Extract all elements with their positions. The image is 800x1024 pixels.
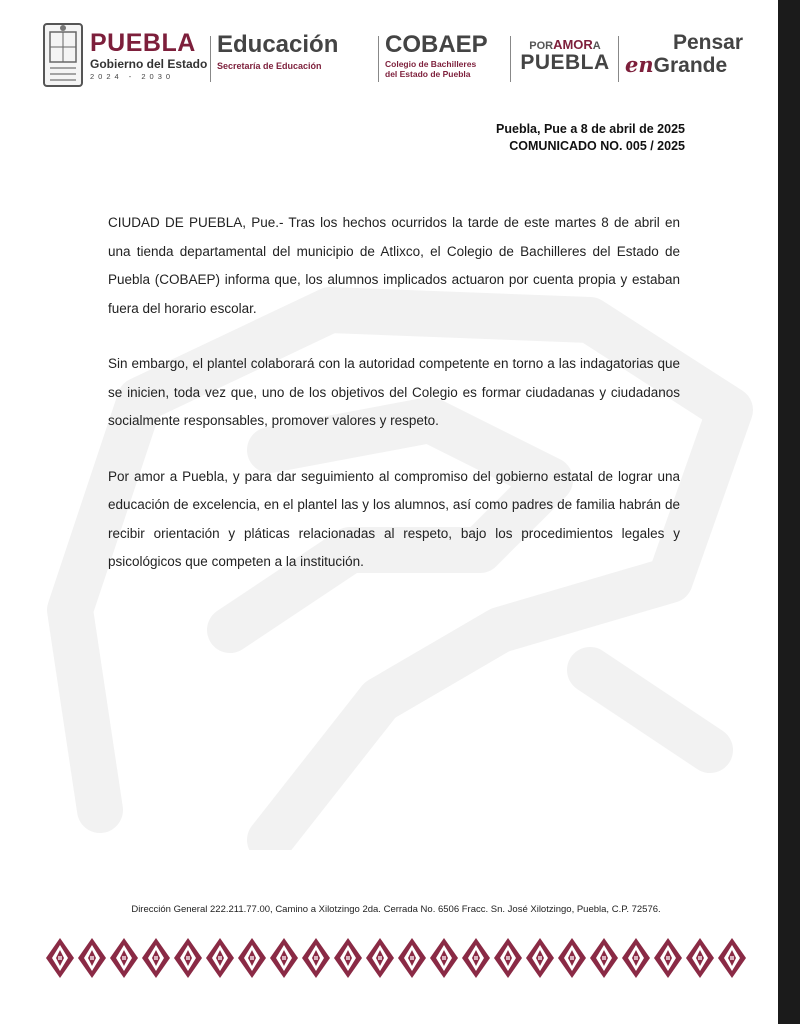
cobaep-subtitle-line2: del Estado de Puebla	[385, 69, 471, 79]
a-label: A	[592, 40, 601, 52]
por-label: POR	[529, 40, 554, 52]
place-and-date: Puebla, Pue a 8 de abril de 2025	[496, 122, 685, 136]
en-word: en	[625, 52, 654, 77]
logo-divider	[210, 36, 211, 82]
decorative-border-pattern	[44, 936, 748, 980]
puebla-wordmark: PUEBLA	[90, 29, 196, 57]
education-logo	[217, 31, 377, 73]
term-years: 2024 - 2030	[90, 72, 175, 81]
pensar-en-grande-logo	[625, 32, 755, 77]
body-paragraph: Por amor a Puebla, y para dar seguimiento al compromiso del gobierno estatal de lograr una educación de excelencia, en el plantel las y los alumnos, así como padres de familia habrán de recibir orientación y pláticas relacionadas al respeto, bajo los procedimientos legales y psicológicos que competen a la institución.	[108, 468, 680, 569]
education-wordmark: Educación	[217, 31, 339, 58]
logo-divider	[618, 36, 619, 82]
communique-number: COMUNICADO NO. 005 / 2025	[509, 139, 685, 153]
cobaep-wordmark: COBAEP	[385, 31, 488, 58]
page-edge-shadow	[778, 0, 800, 1024]
puebla-slogan-word: PUEBLA	[520, 51, 610, 74]
education-secretariat-label: Secretaría de Educación	[217, 61, 322, 71]
logo-divider	[378, 36, 379, 82]
cobaep-subtitle-line1: Colegio de Bachilleres	[385, 59, 477, 69]
grande-word: Grande	[653, 54, 728, 77]
dateline	[496, 121, 685, 155]
cobaep-logo	[385, 31, 505, 79]
state-seal-icon	[42, 22, 84, 88]
logo-divider	[510, 36, 511, 82]
body-paragraph: CIUDAD DE PUEBLA, Pue.- Tras los hechos ocurridos la tarde de este martes 8 de abril en una tienda departamental del municipio de Atlixco, el Colegio de Bachilleres del Estado de Puebla (COBAEP) informa que, los alumnos implicados actuaron por cuenta propia y estaban fuera del horario escolar.	[108, 215, 680, 316]
header-logos	[40, 18, 760, 98]
footer-address: Dirección General 222.211.77.00, Camino a Xilotzingo 2da. Cerrada No. 6506 Fracc. Sn. José Xilotzingo, Puebla, C.P. 72576.	[131, 904, 661, 915]
government-label: Gobierno del Estado	[90, 57, 208, 71]
pensar-word: Pensar	[672, 31, 743, 54]
por-amor-a-puebla-logo	[516, 38, 614, 73]
amor-label: AMOR	[553, 37, 593, 52]
body-paragraph: Sin embargo, el plantel colaborará con la autoridad competente en torno a las indagatorias que se inicien, toda vez que, uno de los objetivos del Colegio es formar ciudadanas y ciudadanos socialmente responsables, promover valores y respeto.	[108, 356, 680, 428]
communique-body	[108, 209, 680, 604]
